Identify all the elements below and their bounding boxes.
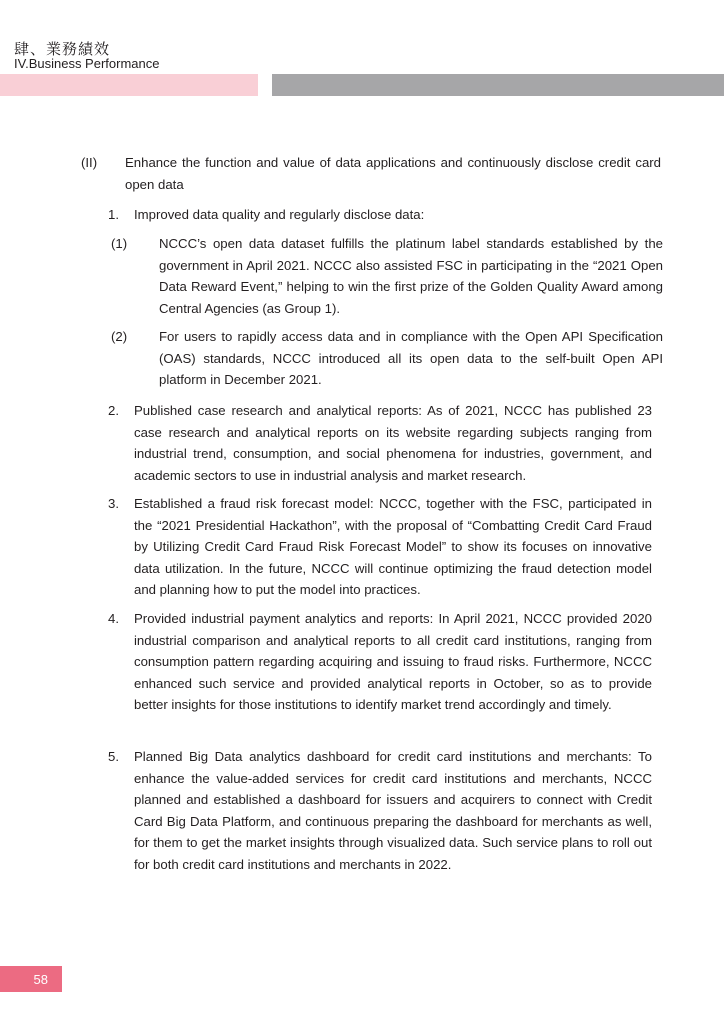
list-item: [108, 204, 652, 226]
list-item: [108, 608, 652, 716]
item-label: 3.: [108, 496, 119, 511]
subitem-text: For users to rapidly access data and in compliance with the Open API Specification (OAS) standards, NCCC introduced all its open data to the self-built Open API platform in December 2021.: [159, 329, 663, 388]
subitem-label: (1): [111, 236, 128, 251]
subitem-label: (2): [111, 329, 128, 344]
item-label: 1.: [108, 207, 119, 222]
section-title: Enhance the function and value of data applications and continuously disclose credit card open data: [125, 155, 661, 192]
section-label: (II): [81, 155, 98, 170]
item-text: Provided industrial payment analytics and reports: In April 2021, NCCC provided 2020 industrial comparison and analytical reports to all credit card institutions, ranging from consumption pattern regarding acquiring and issuing to fraud risks. Furthermore, NCCC enhanced such service and provided analytical reports in October, so as to provide better insights for those institutions to identify market trend accordingly and timely.: [134, 611, 652, 713]
list-item: [108, 746, 652, 876]
header-band-gray: [272, 74, 724, 96]
page-number: 58: [0, 966, 62, 992]
item-label: 2.: [108, 403, 119, 418]
sub-list-item: [111, 233, 663, 319]
item-text: Published case research and analytical reports: As of 2021, NCCC has published 23 case research and analytical reports on its website regarding subjects ranging from industrial trend, consumption, and social phenomena for industries, government, and academic sectors to use in industrial analysis and market research.: [134, 403, 652, 483]
item-text: Established a fraud risk forecast model: NCCC, together with the FSC, participated in the “2021 Presidential Hackathon”, with the proposal of “Combatting Credit Card Fraud by Utilizing Credit Card Fraud Risk Forecast Model” to show its focuses on innovative data utilization. In the future, NCCC will continue optimizing the fraud detection model and planning how to put the model into practices.: [134, 496, 652, 598]
chapter-title-zh: 肆、業務績效: [14, 40, 111, 58]
list-item: [108, 400, 652, 486]
chapter-title-en: IV.Business Performance: [14, 56, 160, 71]
header-band-pink: [0, 74, 258, 96]
item-text: Planned Big Data analytics dashboard for credit card institutions and merchants: To enhance the value-added services for credit card institutions and merchants, NCCC planned and established a dashboard for issuers and acquirers to connect with Credit Card Big Data Platform, and continuous preparing the dashboard for merchants as well, for them to get the market insights through visualized data. Such service plans to roll out for both credit card institutions and merchants in 2022.: [134, 749, 652, 872]
subitem-text: NCCC’s open data dataset fulfills the platinum label standards established by the government in April 2021. NCCC also assisted FSC in participating in the “2021 Open Data Reward Event,” helping to win the first prize of the Golden Quality Award among Central Agencies (as Group 1).: [159, 236, 663, 316]
item-label: 4.: [108, 611, 119, 626]
item-text: Improved data quality and regularly disclose data:: [134, 207, 425, 222]
item-label: 5.: [108, 749, 119, 764]
list-item: [108, 493, 652, 601]
section-heading: [81, 152, 661, 195]
sub-list-item: [111, 326, 663, 391]
